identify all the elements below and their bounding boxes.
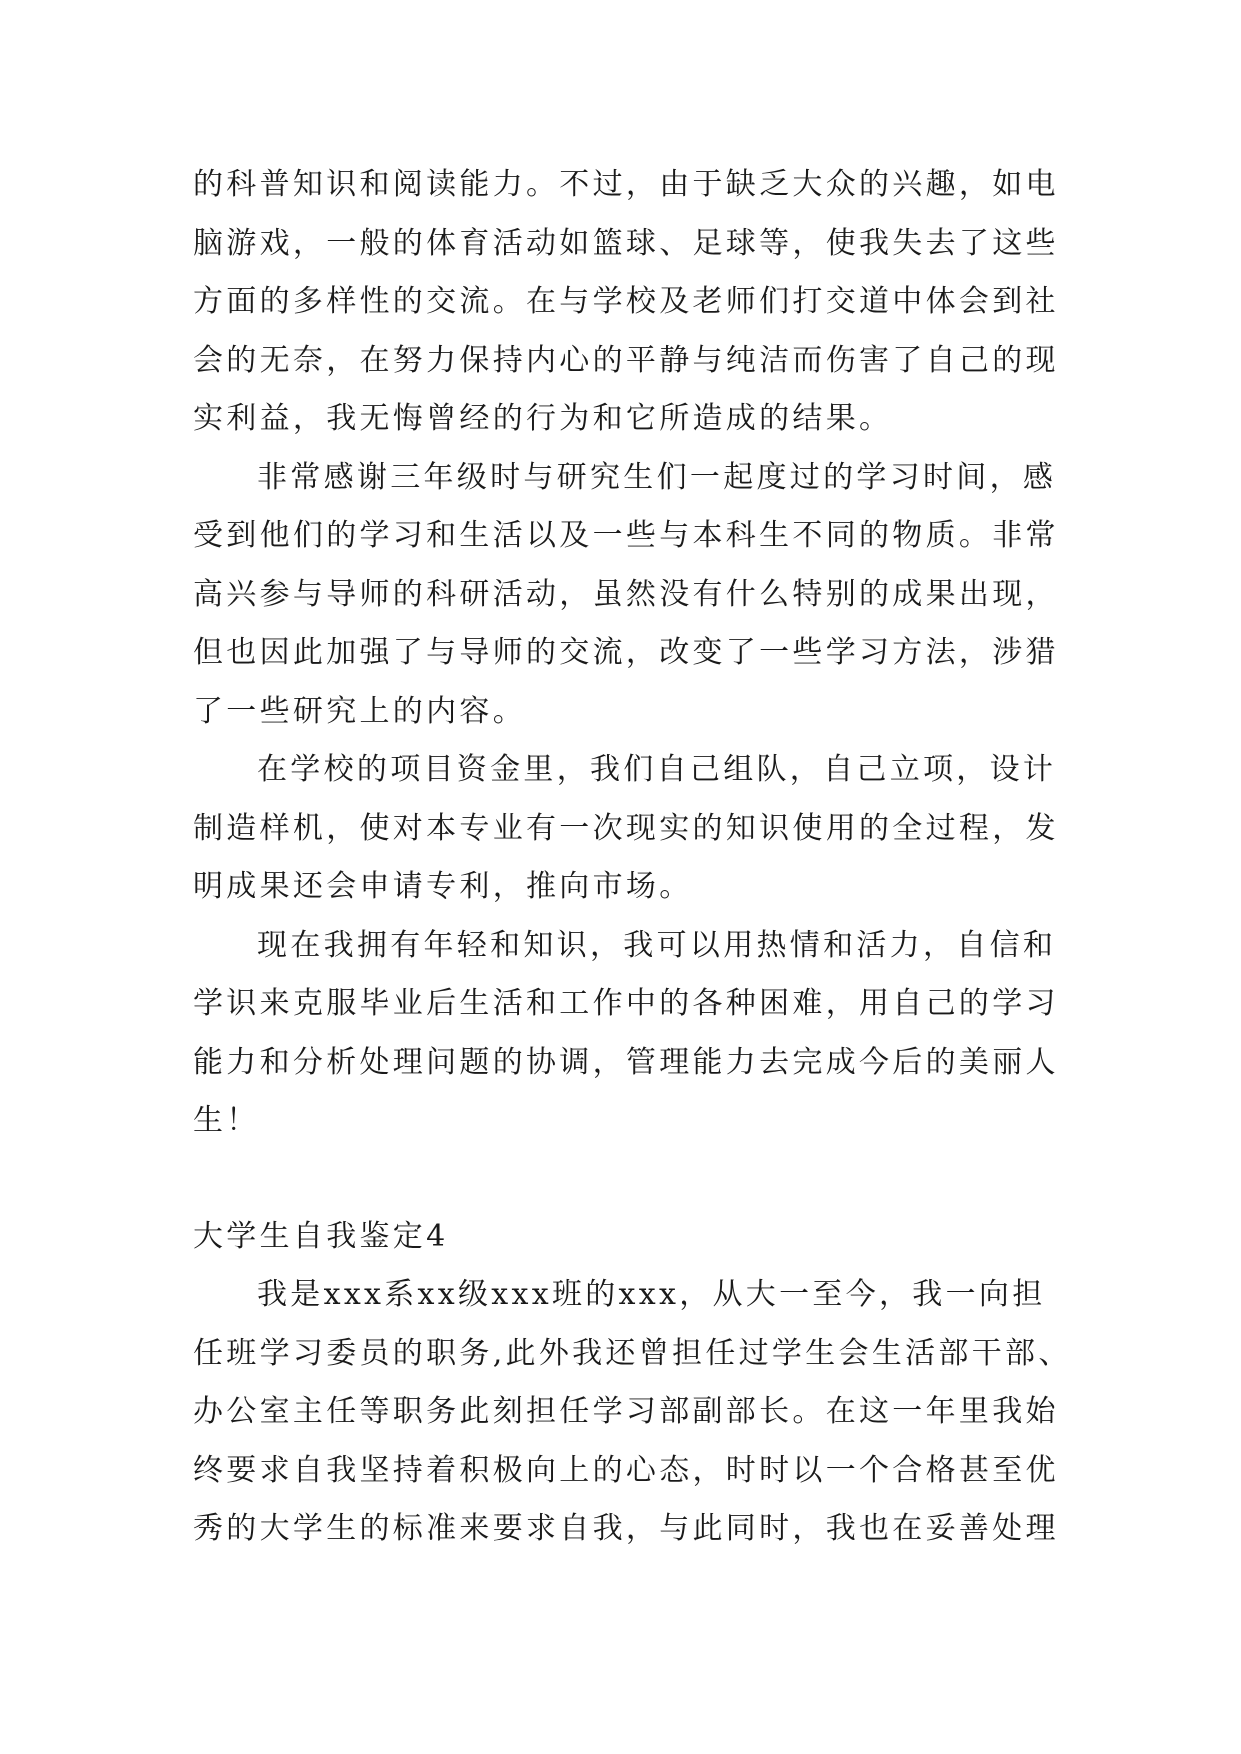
text-line: 能力和分析处理问题的协调，管理能力去完成今后的美丽人 — [193, 1044, 1059, 1080]
text-line: 制造样机，使对本专业有一次现实的知识使用的全过程，发 — [193, 810, 1059, 846]
text-line: 任班学习委员的职务,此外我还曾担任过学生会生活部干部、 — [193, 1335, 1072, 1371]
text-line: 生！ — [193, 1103, 260, 1138]
text-line: 实利益，我无悔曾经的行为和它所造成的结果。 — [193, 401, 893, 436]
paragraph-start-line: 非常感谢三年级时与研究生们一起度过的学习时间，感 — [257, 459, 1057, 495]
text-line: 方面的多样性的交流。在与学校及老师们打交道中体会到社 — [193, 284, 1059, 319]
section-2-body — [193, 1266, 1072, 1559]
text-line: 会的无奈，在努力保持内心的平静与纯洁而伤害了自己的现 — [193, 342, 1059, 378]
text-line: 秀的大学生的标准来要求自我，与此同时，我也在妥善处理 — [193, 1511, 1059, 1546]
text-line: 办公室主任等职务此刻担任学习部副部长。在这一年里我始 — [193, 1394, 1059, 1429]
text-line: 受到他们的学习和生活以及一些与本科生不同的物质。非常 — [193, 518, 1059, 553]
text-line: 的科普知识和阅读能力。不过，由于缺乏大众的兴趣，如电 — [193, 167, 1059, 202]
text-line: 但也因此加强了与导师的交流，改变了一些学习方法，涉猎 — [193, 635, 1059, 670]
paragraph-start-line: 我是xxx系xx级xxx班的xxx，从大一至今，我一向担 — [257, 1277, 1046, 1312]
text-line: 了一些研究上的内容。 — [193, 693, 526, 729]
text-line: 脑游戏，一般的体育活动如篮球、足球等，使我失去了这些 — [193, 225, 1059, 261]
section-1-body — [193, 156, 1059, 1151]
paragraph-start-line: 在学校的项目资金里，我们自己组队，自己立项，设计 — [257, 752, 1057, 787]
section-heading: 大学生自我鉴定4 — [193, 1219, 449, 1254]
text-line: 学识来克服毕业后生活和工作中的各种困难，用自己的学习 — [193, 986, 1059, 1021]
paragraph-start-line: 现在我拥有年轻和知识，我可以用热情和活力，自信和 — [257, 927, 1057, 963]
text-line: 高兴参与导师的科研活动，虽然没有什么特别的成果出现， — [193, 576, 1059, 612]
text-line: 终要求自我坚持着积极向上的心态，时时以一个合格甚至优 — [193, 1452, 1059, 1488]
text-line: 明成果还会申请专利，推向市场。 — [193, 869, 693, 904]
